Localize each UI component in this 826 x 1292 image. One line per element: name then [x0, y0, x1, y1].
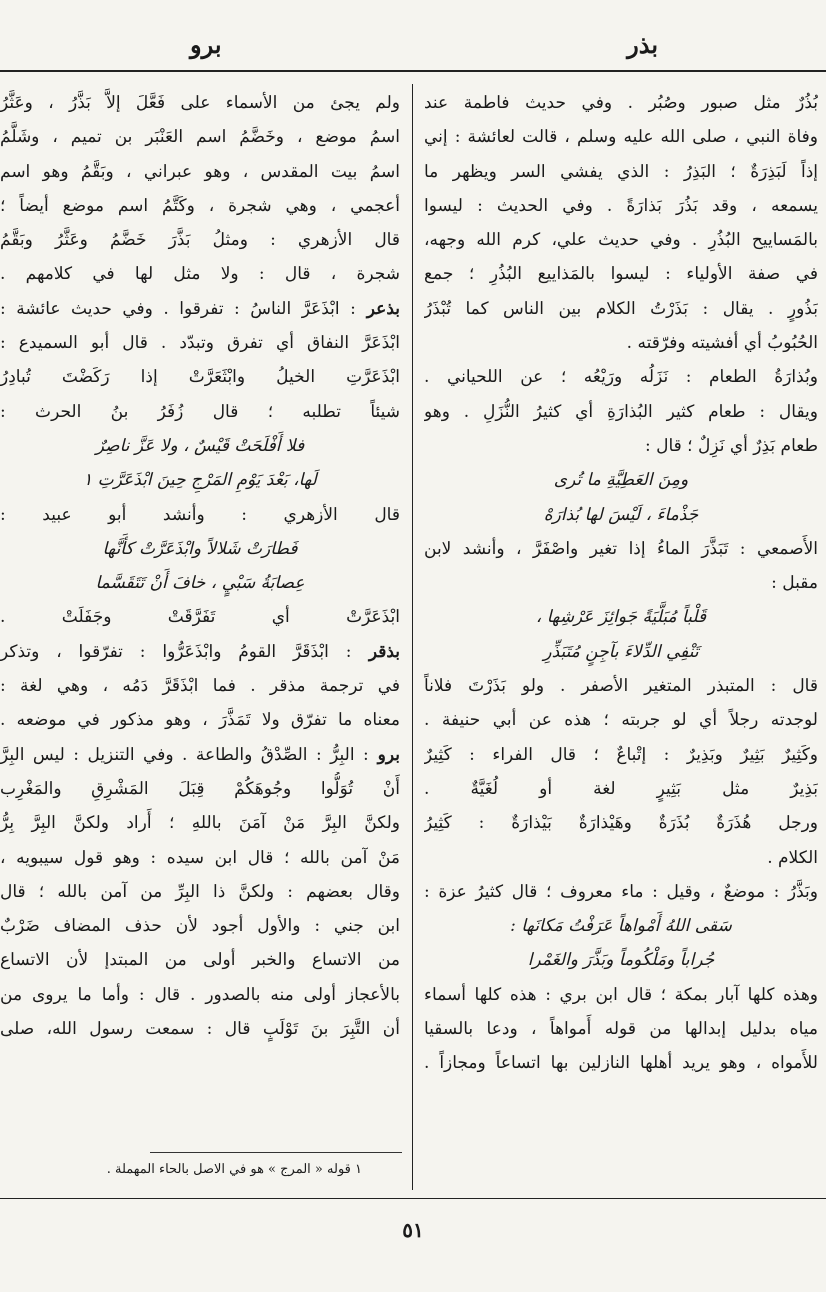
text-line: وفاة النبي ، صلى الله عليه وسلم ، قالت لعائشة : إني [424, 127, 818, 148]
text-line: الكلام . [767, 847, 818, 868]
text-line [0, 738, 400, 772]
text-line: في صفة الأولياء : ليسوا بالمَذاييع البُذُرِ ؛ جمع [424, 264, 818, 285]
column-divider [412, 84, 413, 1190]
text-line: بُذُرٌ مثل صبور وصُبُر . وفي حديث فاطمة عند [424, 93, 818, 113]
footnote: ١ قوله « المرج » هو في الاصل بالحاء المهملة . [106, 1162, 362, 1177]
text-line: للأَمواه ، وهو يريد أهلها النازلين بها اتساعاً ومجازاً . [424, 1053, 818, 1074]
verse-line: فَطارَتْ شَلالاً وابْذَعَرَّتْ كأَنَّها [102, 538, 298, 559]
text-line: الأَصمعي : تَبَذَّرَ الماءُ إذا تغير واصْفَرَّ ، وأنشد لابن [424, 538, 818, 559]
right-column [424, 86, 818, 1081]
text-line: طعام بَذِرٌ أي نَزِلٌ ؛ قال : [644, 435, 818, 456]
text-line: وبَذَّرُ : موضعٌ ، وقيل : ماء معروف ؛ قال كثيرُ عزة : [424, 881, 818, 902]
verse-line: قَلْباً مُبَلَّيَةً جَوائِزَ عَرْشِها ، [535, 607, 707, 628]
header-rule [0, 70, 826, 72]
text-line: معناه ما تفرّق ولا تَمَذَّرَ ، وهو مذكور في موضعه . [0, 710, 400, 731]
text-line: مقبل : [771, 573, 818, 594]
text-line: شجرة ، قال : ولا مثل لها في كلامهم . [0, 264, 400, 285]
verse-line: تَنْفِي الدِّلاءَ بآجِنٍ مُتَبَذِّرِ [543, 641, 699, 662]
verse-line: فلا أَفْلَحَتْ قَيْسٌ ، ولا عَزَّ ناصِرٌ [95, 435, 305, 456]
text-line: ابْذَعَرَّ النفاق أي تفرق وتبدّد . قال أبو السميدع : [0, 333, 400, 354]
text-line: ويقال : طعام كثير البُذارَةِ أي كثيرُ النُّزَلِ . وهو [424, 401, 818, 422]
text-line: من الاتساع والخبر أولى من المبتدإ لأن الاتساع [0, 950, 400, 971]
text-line: أن التَّبِرَ بنَ تَوْلَبٍ قال : سمعت رسول الله، صلى [0, 1019, 400, 1040]
text-line: قال الأزهري : ومثلُ بَذَّرَ خَضَّمُ وعَثَّرُ وبَقَّمُ [0, 230, 400, 251]
text-line: ابن جني : والأول أجود لأن حذف المضاف ضَرْبٌ [0, 916, 400, 937]
footnote-rule [150, 1152, 402, 1153]
text-line: اسمُ موضع ، وخَضَّمُ اسم العَنْبَر بن تميم ، وشَلَّمُ [0, 127, 400, 148]
text-line: قال الأزهري : وأنشد أبو عبيد : [0, 504, 400, 525]
footer-rule [0, 1198, 826, 1199]
header-right-word: بذر [627, 30, 658, 59]
text-line: أعجمي ، وهي شجرة ، وكَتَّمُ اسم موضع أيضاً ؛ [0, 195, 400, 216]
verse-line: جَذْماءَ ، لَيْسَ لها بُذارَهْ [543, 504, 699, 525]
text-line: وكَثِيرٌ بَثِيرٌ وبَذِيرٌ : إتْباعٌ ؛ قال الفراء : كَثِيرٌ [424, 744, 818, 765]
entry-headword: بذقر [351, 641, 400, 662]
text-line: في ترجمة مذقر . فما ابْذَقَرَّ دَمُه ، وهي لغة : [0, 676, 400, 697]
text-line: وقال بعضهم : ولكنَّ ذا البِرِّ من آمن بالله ؛ قال [0, 881, 400, 902]
text-line: بالأعجاز أولى منه بالصدور . قال : وأما ما يروى من [0, 984, 400, 1005]
text-line: لوجدته رجلاً أي لو جربته ؛ هذه عن أبي حنيفة . [424, 710, 818, 731]
text-line: الحُبُوبُ أي أفشيته وفرّقته . [626, 333, 818, 354]
entry-headword: بذعر [355, 298, 400, 319]
verse-line: سَقى اللهُ أَمْواهاً عَرَفْتُ مَكانَها : [510, 916, 732, 937]
text-line [0, 635, 400, 669]
entry-headword: برو [368, 744, 400, 765]
text-line: بَذُورٍ . يقال : بَذَرْتُ الكلام بين الناس كما تُبْذَرُ [424, 298, 818, 319]
verse-line: عِصابَةُ سَبْيٍ ، خافَ أَنْ تَتَقَسَّما [95, 573, 305, 594]
text-line: ورجل هُذَرَةٌ بُذَرَةٌ وهَيْذارَةٌ بَيْذارَةٌ : كَثِيرُ [424, 813, 818, 834]
verse-line: لَها، بَعْدَ يَوْمِ المَرْجِ حِينَ ابْذَعَرَّتِ ١ [83, 470, 317, 491]
text-line: مَنْ آمن بالله ؛ قال ابن سيده : وهو قول سيبويه ، [0, 847, 400, 868]
text-line: وبُذارَةُ الطعام : نَزَلُه ورَيْعُه ؛ عن اللحياني . [424, 367, 818, 388]
text-line: ابْذَعَرَّتِ الخيلُ وابْثَعَرَّتْ إذا رَكَضْتَ تُبادِرُ [0, 367, 400, 388]
entry-text: : البِرُّ : الصِّدْقُ والطاعة . وفي التنزيل : ليس البِرَّ [0, 744, 369, 765]
text-line: اسمُ بيت المقدس ، وهو عبراني ، وبَقَّمُ وهو اسم [0, 161, 400, 182]
entry-text: : ابْذَقَرَّ القومُ وابْذَعَرُّوا : تفرّقوا ، وتذكر [0, 641, 352, 662]
left-column [0, 86, 400, 1046]
text-line: بالمَساييح البُذُرِ . وفي حديث علي، كرم الله وجهه، [424, 230, 818, 251]
text-line: ولكنَّ البِرَّ مَنْ آمَنَ باللهِ ؛ أَراد ولكنَّ البِرَّ بِرُّ [0, 813, 400, 834]
text-line: وهذه كلها آبار بمكة ؛ قال ابن بري : هذه كلها أسماء [424, 984, 818, 1005]
text-line: ابْذَعَرَّتْ أي تَفَرَّقَتْ وجَفَلَتْ . [0, 607, 400, 628]
text-line: إذاً لَبَذِرَةٌ ؛ البَذِرُ : الذي يفشي السر ويظهر ما [424, 161, 818, 182]
entry-text: : ابْذَعَرَّ الناسُ : تفرقوا . وفي حديث عائشة : [0, 298, 356, 319]
header-left-word: برو [190, 30, 222, 59]
text-line: شيئاً تطلبه ؛ قال زُفَرُ بنُ الحرث : [0, 401, 400, 422]
page-number: ٥١ [402, 1218, 424, 1242]
verse-line: ومِنَ العَطِيَّةِ ما تُرى [553, 470, 689, 491]
text-line: مياه بدليل إبدالها من قوله أَمواهاً ، ودعا بالسقيا [424, 1019, 818, 1040]
text-line: يسمعه ، وقد بَذُرَ بَذارَةً . وفي الحديث : ليسوا [424, 195, 818, 216]
text-line [0, 292, 400, 326]
verse-line: جُراباً ومَلْكُوماً وبَذَّرَ والغَمْرا [527, 950, 715, 971]
text-line: ولم يجئ من الأسماء على فَعَّلَ إلاَّ بَذَّرُ ، وعَثَّرُ [0, 93, 400, 113]
text-line: قال : المتبذر المتغير الأصفر . ولو بَذَرْتَ فلاناً [424, 676, 818, 697]
text-line: أَنْ تُوَلُّوا وجُوهَكُمْ قِبَلَ المَشْرِقِ والمَغْرِب [0, 778, 400, 799]
text-line: بَذِيرٌ مثل بَثِيرٍ لغة أو لُغَيَّةٌ . [424, 778, 818, 799]
